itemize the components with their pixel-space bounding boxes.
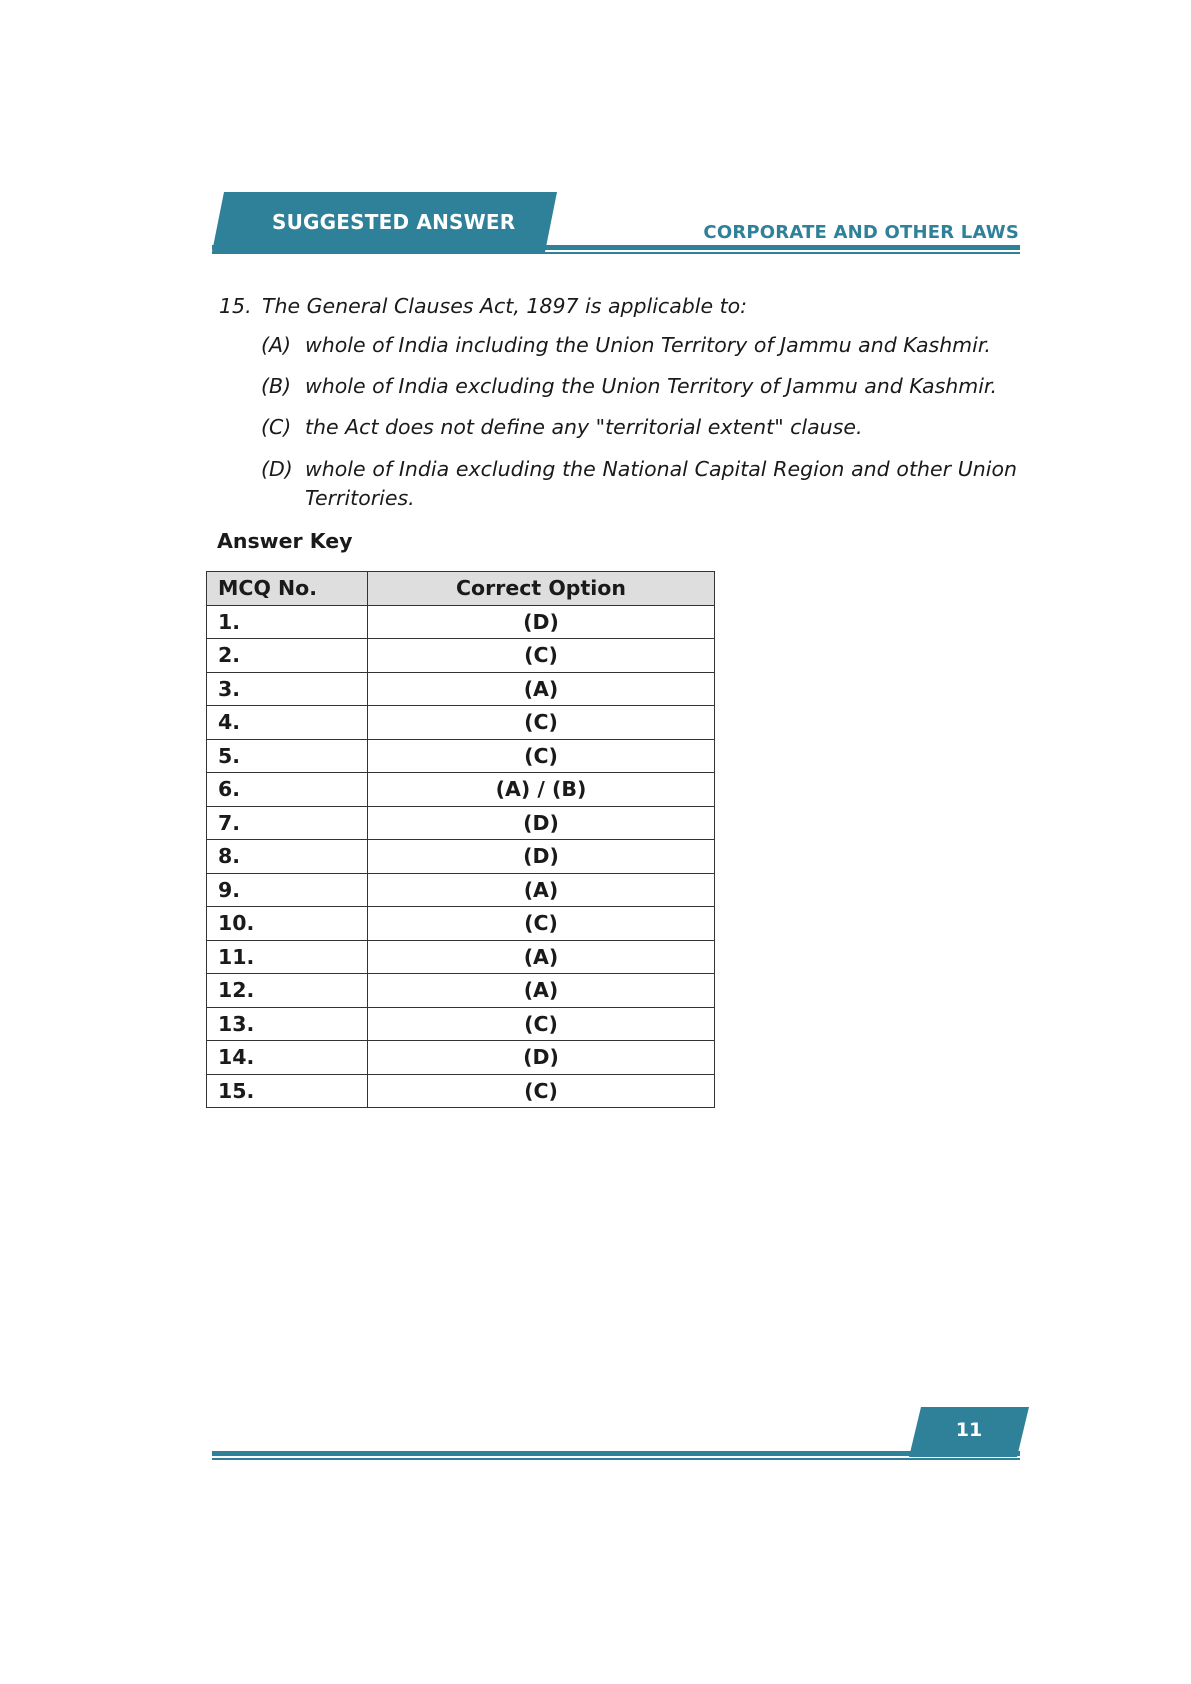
column-header-mcq-no: MCQ No.: [207, 572, 368, 606]
option-letter: (C): [261, 415, 292, 439]
column-header-correct-option: Correct Option: [368, 572, 715, 606]
option-letter: (A): [261, 333, 292, 357]
table-row: [207, 706, 715, 740]
mcq-number: 9.: [207, 873, 368, 907]
footer-rule-thin: [212, 1458, 1020, 1460]
table-row: [207, 907, 715, 941]
mcq-number: 6.: [207, 773, 368, 807]
correct-option: (A): [368, 672, 715, 706]
correct-option: (A) / (B): [368, 773, 715, 807]
table-row: [207, 672, 715, 706]
table-row: [207, 1007, 715, 1041]
mcq-number: 7.: [207, 806, 368, 840]
correct-option: (C): [368, 907, 715, 941]
correct-option: (A): [368, 873, 715, 907]
header-rule-thin: [212, 252, 1020, 254]
table-row: [207, 773, 715, 807]
mcq-number: 3.: [207, 672, 368, 706]
correct-option: (D): [368, 1041, 715, 1075]
table-row: [207, 1074, 715, 1108]
correct-option: (A): [368, 940, 715, 974]
correct-option: (C): [368, 1074, 715, 1108]
mcq-number: 5.: [207, 739, 368, 773]
subject-title: CORPORATE AND OTHER LAWS: [703, 222, 1019, 243]
option-letter: (D): [261, 457, 293, 481]
option-text: whole of India including the Union Territory of Jammu and Kashmir.: [305, 333, 991, 357]
page-number: 11: [955, 1419, 983, 1441]
correct-option: (C): [368, 706, 715, 740]
mcq-number: 13.: [207, 1007, 368, 1041]
answer-key-table: [206, 571, 715, 1108]
table-row: [207, 840, 715, 874]
table-row: [207, 739, 715, 773]
question-text: The General Clauses Act, 1897 is applicable to:: [262, 294, 748, 318]
header-tab-label: SUGGESTED ANSWER: [272, 210, 516, 234]
question-number: 15.: [219, 294, 252, 318]
option-b: [261, 372, 1017, 401]
option-text: whole of India excluding the National Capital Region and other Union Territories.: [305, 457, 1017, 510]
question-stem: [219, 294, 747, 318]
correct-option: (C): [368, 1007, 715, 1041]
table-row: [207, 639, 715, 673]
option-a: [261, 331, 1017, 360]
table-row: [207, 1041, 715, 1075]
option-text: whole of India excluding the Union Territory of Jammu and Kashmir.: [305, 374, 997, 398]
mcq-number: 8.: [207, 840, 368, 874]
option-c: [261, 413, 1017, 442]
mcq-number: 10.: [207, 907, 368, 941]
mcq-number: 1.: [207, 605, 368, 639]
correct-option: (C): [368, 739, 715, 773]
correct-option: (C): [368, 639, 715, 673]
table-row: [207, 974, 715, 1008]
mcq-number: 11.: [207, 940, 368, 974]
table-header-row: [207, 572, 715, 606]
correct-option: (A): [368, 974, 715, 1008]
table-row: [207, 940, 715, 974]
table-row: [207, 806, 715, 840]
footer-rule: [212, 1451, 1020, 1456]
mcq-number: 14.: [207, 1041, 368, 1075]
correct-option: (D): [368, 840, 715, 874]
mcq-number: 12.: [207, 974, 368, 1008]
correct-option: (D): [368, 806, 715, 840]
answer-key-heading: Answer Key: [217, 529, 353, 553]
mcq-number: 4.: [207, 706, 368, 740]
mcq-number: 2.: [207, 639, 368, 673]
option-d: [261, 455, 1017, 513]
mcq-number: 15.: [207, 1074, 368, 1108]
option-text: the Act does not define any "territorial extent" clause.: [305, 415, 863, 439]
correct-option: (D): [368, 605, 715, 639]
option-letter: (B): [261, 374, 292, 398]
table-row: [207, 605, 715, 639]
header-rule: [212, 245, 1020, 250]
table-row: [207, 873, 715, 907]
